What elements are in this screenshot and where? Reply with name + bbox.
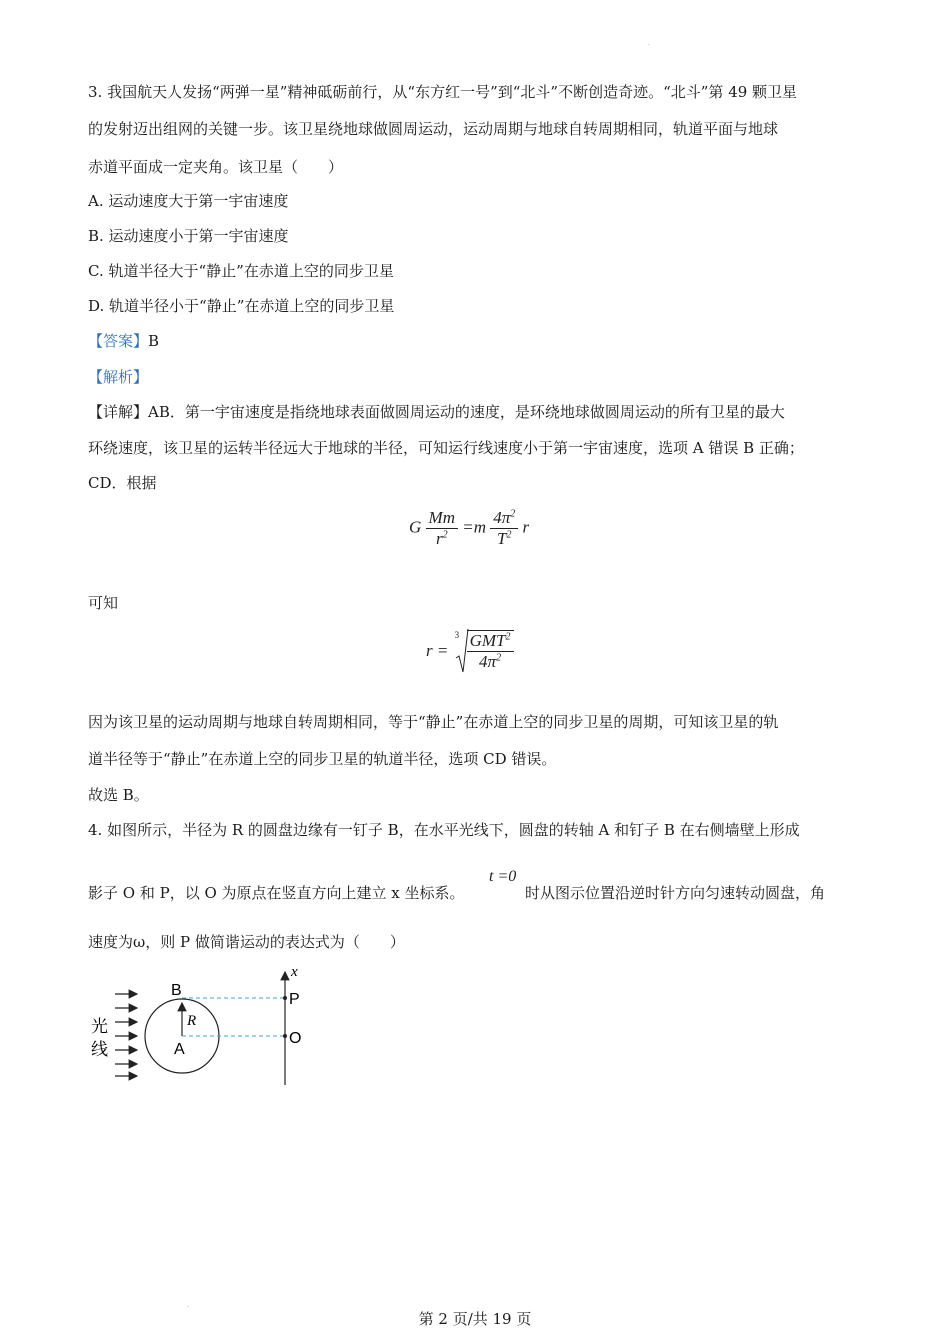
fraction-GMT2-4pi2	[467, 630, 514, 672]
point-P	[283, 996, 287, 1000]
label-P: P	[289, 991, 300, 1008]
scan-dot: .	[648, 40, 650, 47]
formula-G: G	[409, 517, 422, 537]
q3-detail-line5: 道半径等于“静止”在赤道上空的同步卫星的轨道半径，选项 CD 错误。	[88, 750, 557, 768]
q3-detail-line3: CD．根据	[88, 474, 157, 492]
formula-r-equals: r =	[426, 641, 449, 660]
cube-root	[455, 628, 514, 674]
frac-den-T: T	[497, 529, 507, 548]
light-label-2: 线	[91, 1040, 108, 1059]
q3-conclusion: 故选 B。	[88, 786, 149, 804]
frac-den	[490, 529, 518, 549]
q4-stem-line3: 速度为ω，则 P 做简谐运动的表达式为（ ）	[88, 933, 405, 951]
q3-option-b: B. 运动速度小于第一宇宙速度	[88, 227, 289, 245]
answer-tag: 【答案】	[88, 332, 149, 350]
q3-detail-line2: 环绕速度，该卫星的运转半径远大于地球的半径，可知运行线速度小于第一宇宙速度，选项 A 错误 B 正确；	[88, 439, 804, 457]
fraction-4pi2-T2	[490, 508, 518, 549]
light-rays	[115, 994, 137, 1076]
kezhi-label: 可知	[88, 594, 119, 612]
point-O	[283, 1034, 287, 1038]
q3-detail-line1	[88, 402, 785, 422]
page-footer: 第 2 页/共 19 页	[418, 1310, 532, 1328]
exponent: 2	[510, 508, 516, 520]
answer-value: B	[148, 332, 160, 350]
scan-dot: .	[187, 1302, 189, 1309]
q3-option-d: D. 轨道半径小于“静止”在赤道上空的同步卫星	[88, 297, 395, 315]
exponent: 2	[442, 529, 448, 541]
frac-num: Mm	[426, 508, 458, 529]
q3-stem-line2: 的发射迈出组网的关键一步。该卫星绕地球做圆周运动，运动周期与地球自转周期相同，轨道平面与地球	[88, 120, 779, 138]
q3-answer	[88, 331, 159, 351]
detail-text-1: AB．第一宇宙速度是指绕地球表面做圆周运动的速度，是环绕地球做圆周运动的所有卫星的最大	[148, 403, 785, 421]
formula-radius	[426, 628, 514, 674]
t-equals-zero: t =0	[489, 868, 517, 885]
formula-gravitation	[409, 508, 529, 549]
analysis-tag: 【解析】	[88, 368, 149, 386]
exponent: 2	[506, 529, 512, 541]
frac-num-GMT: GMT	[469, 631, 506, 650]
frac-den-4pi: 4π	[479, 652, 497, 671]
disk-shadow-figure	[85, 960, 325, 1090]
label-O: O	[289, 1030, 302, 1047]
formula-equals-m: =m	[462, 517, 486, 537]
q4-stem-line2b: 时从图示位置沿逆时针方向匀速转动圆盘，角	[525, 884, 826, 902]
frac-den-r: r	[435, 529, 443, 548]
label-A: A	[174, 1041, 185, 1058]
light-label-1: 光	[91, 1017, 108, 1036]
q3-stem-line3: 赤道平面成一定夹角。该卫星（ ）	[88, 158, 344, 176]
q3-option-a: A. 运动速度大于第一宇宙速度	[88, 192, 289, 210]
fraction-Mm-r2	[426, 508, 458, 549]
q3-detail-line4: 因为该卫星的运动周期与地球自转周期相同，等于“静止”在赤道上空的同步卫星的周期，可知该卫星的轨	[88, 713, 779, 731]
label-R: R	[187, 1013, 197, 1029]
detail-tag: 【详解】	[88, 403, 149, 421]
exponent: 2	[496, 652, 502, 664]
frac-num-4pi: 4π	[493, 508, 511, 527]
root-index: 3	[454, 630, 460, 640]
label-B: B	[171, 982, 182, 999]
q3-stem-line1: 3. 我国航天人发扬“两弹一星”精神砥砺前行，从“东方红一号”到“北斗”不断创造奇迹。“北斗”第 49 颗卫星	[88, 83, 798, 101]
label-x: x	[291, 964, 298, 980]
q4-stem-line2a: 影子 O 和 P，以 O 为原点在竖直方向上建立 x 坐标系。	[88, 884, 465, 902]
frac-den	[426, 529, 458, 549]
q3-option-c: C. 轨道半径大于“静止”在赤道上空的同步卫星	[88, 262, 394, 280]
frac-num	[467, 631, 514, 652]
exponent: 2	[505, 631, 511, 643]
frac-num	[490, 508, 518, 529]
frac-den	[467, 652, 514, 672]
q4-stem-line1: 4. 如图所示，半径为 R 的圆盘边缘有一钉子 B，在水平光线下，圆盘的转轴 A 和钉子 B 在右侧墙壁上形成	[88, 821, 800, 839]
formula-r: r	[522, 517, 530, 537]
